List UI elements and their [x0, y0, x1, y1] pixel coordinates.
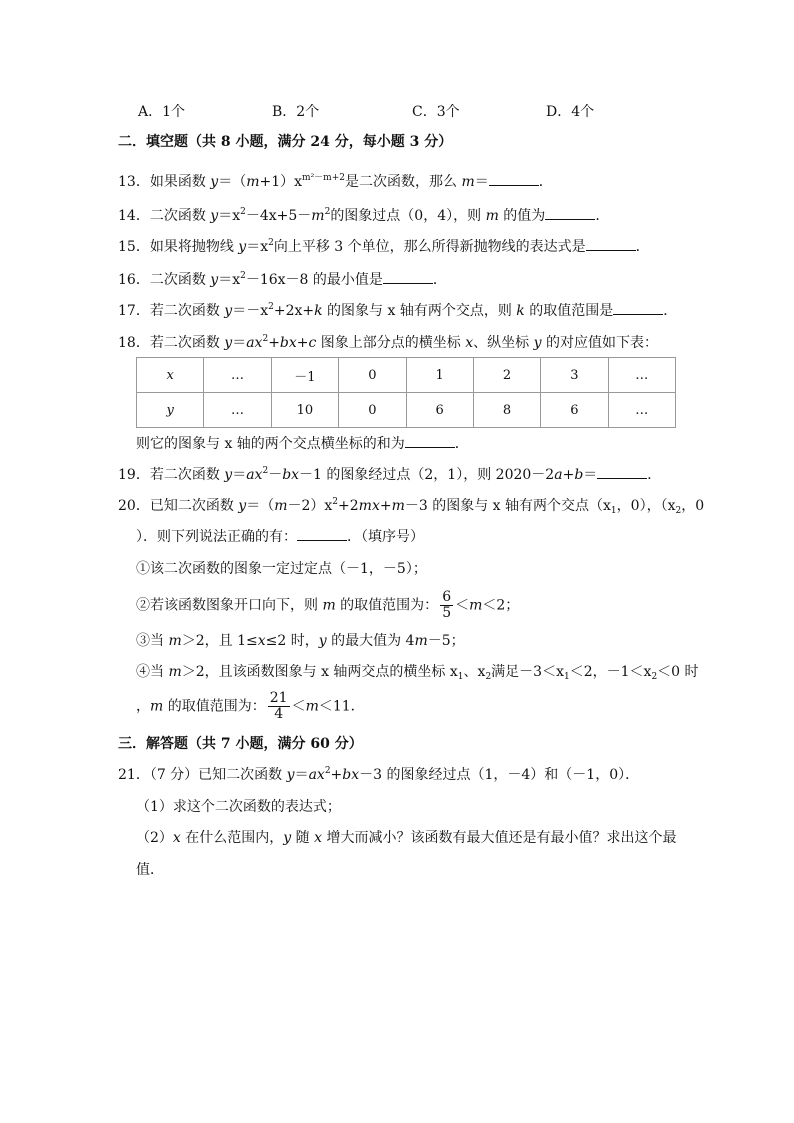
- table-cell: …: [204, 358, 271, 393]
- question-18-tail: 则它的图象与 x 轴的两个交点横坐标的和为 ．: [136, 436, 469, 452]
- answer-blank: [545, 207, 595, 220]
- question-20: 20．已知二次函数 $y=(m-2)x^2+2mx+m-3$ 的图象与 x 轴有两个交点（$x_1$，0），（$x_2$，0: [118, 497, 705, 516]
- option-d: D．4个: [546, 104, 595, 120]
- question-21: 21．（7 分）已知二次函数 $y=ax^2+bx-3$ 的图象经过点（1，－4）和（－1，0）．: [118, 766, 640, 783]
- table-cell: y: [137, 393, 204, 428]
- table-cell: 6: [541, 393, 608, 428]
- option-b: B．2个: [272, 104, 320, 120]
- table-cell: －1: [271, 358, 338, 393]
- table-row-x: [137, 358, 676, 393]
- table-cell: 2: [473, 358, 540, 393]
- question-21-part-2: （2）x 在什么范围内，y 随 x 增大而减小？该函数有最大值还是有最小值？求出这个最: [136, 830, 677, 846]
- statement-4-line2: ，m 的取值范围为： $\frac{21}{4}$ ＜m＜11．: [136, 690, 365, 722]
- question-21-part-2-line2: 值．: [136, 862, 164, 878]
- question-17: 17．若二次函数 $y=-x^2+2x+k$ 的图象与 x 轴有两个交点，则 k 的取值范围是 ．: [118, 302, 678, 319]
- table-cell: 10: [271, 393, 338, 428]
- question-19: 19．若二次函数 $y=ax^2-bx-1$ 的图象经过点（2，1），则 2020－2a+b＝ ．: [118, 466, 662, 483]
- answer-blank: [597, 466, 647, 479]
- answer-blank: [383, 271, 433, 284]
- table-cell: …: [608, 358, 675, 393]
- fraction: $\frac{6}{5}$: [442, 589, 452, 621]
- table-cell: 6: [406, 393, 473, 428]
- table-cell: x: [137, 358, 204, 393]
- answer-blank: [297, 528, 347, 541]
- question-13: 13．如果函数 $y=(m+1)x^{m^2-m+2}$是二次函数，那么 m＝ ．: [118, 173, 553, 190]
- table-cell: …: [608, 393, 675, 428]
- statement-2: ②若该函数图象开口向下，则 m 的取值范围为： $\frac{6}{5}$ ＜m＜2；: [136, 589, 520, 621]
- question-20-line2: ）．则下列说法正确的有： ．（填序号）: [136, 529, 424, 545]
- statement-4: ④当 m＞2，且该函数图象与 x 轴两交点的横坐标 $x_1$、$x_2$满足$-3<x_1<2$，$-1<x_2<0$ 时: [136, 664, 699, 682]
- table-cell: …: [204, 393, 271, 428]
- question-18: 18．若二次函数 $y=ax^2+bx+c$ 图象上部分点的横坐标 x、纵坐标 y 的对应值如下表：: [118, 334, 658, 351]
- question-21-part-1: （1）求这个二次函数的表达式；: [136, 799, 341, 815]
- table-cell: 3: [541, 358, 608, 393]
- fraction: $\frac{21}{4}$: [269, 690, 288, 722]
- table-cell: 8: [473, 393, 540, 428]
- answer-blank: [489, 173, 539, 186]
- question-14: 14．二次函数 $y=x^2-4x+5-m^2$的图象过点（0，4），则 m 的值为 ．: [118, 207, 610, 224]
- table-cell: 1: [406, 358, 473, 393]
- table-cell: 0: [339, 358, 406, 393]
- section-2-title: 二．填空题（共 8 小题，满分 24 分，每小题 3 分）: [118, 134, 453, 150]
- table-row-y: [137, 393, 676, 428]
- question-16: 16．二次函数 $y=x^2-16x-8$ 的最小值是 ．: [118, 271, 447, 288]
- table-cell: 0: [339, 393, 406, 428]
- section-3-title: 三．解答题（共 7 小题，满分 60 分）: [118, 736, 363, 752]
- answer-blank: [613, 302, 663, 315]
- option-a: A．1个: [138, 104, 186, 120]
- option-c: C．3个: [412, 104, 460, 120]
- answer-blank: [586, 238, 636, 251]
- value-table: [136, 357, 676, 428]
- statement-3: ③当 m＞2，且 1≤x≤2 时，y 的最大值为 4m－5；: [136, 633, 465, 649]
- statement-1: ①该二次函数的图象一定过定点（－1，－5）；: [136, 561, 427, 577]
- question-15: 15．如果将抛物线 $y=x^2$向上平移 3 个单位，那么所得新抛物线的表达式是 ．: [118, 238, 650, 255]
- answer-blank: [405, 435, 455, 448]
